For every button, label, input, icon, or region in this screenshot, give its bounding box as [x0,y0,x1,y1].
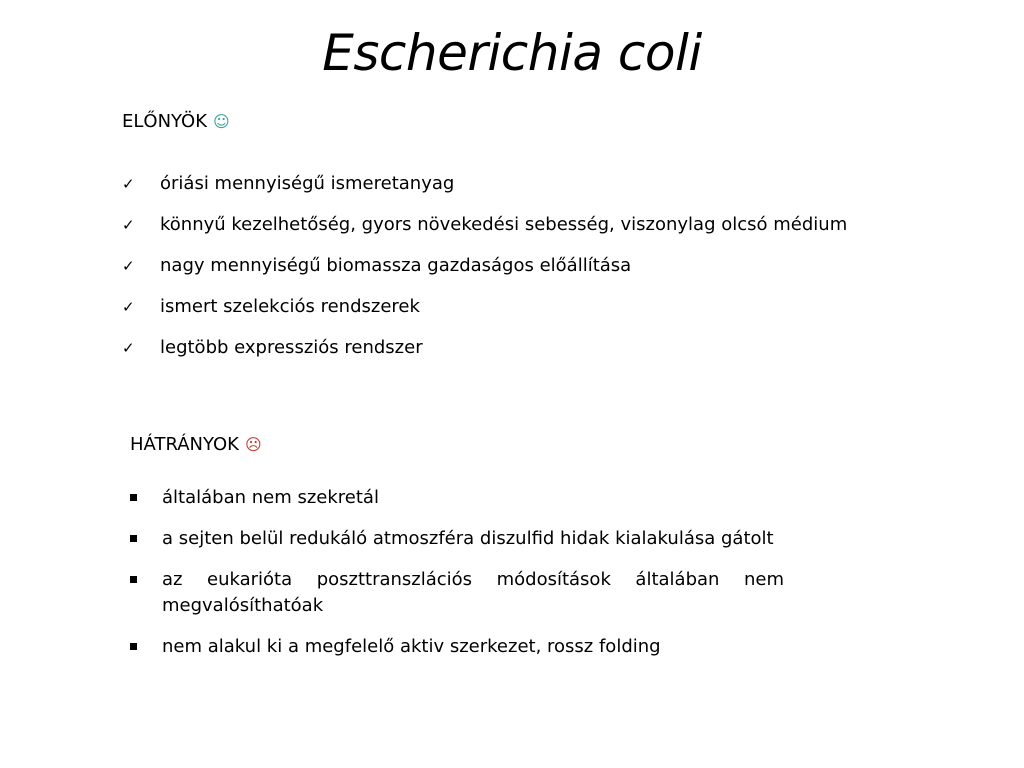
disadvantage-text: a sejten belül redukáló atmoszféra diszulfid hidak kialakulása gátolt [162,528,774,549]
disadvantage-text: az eukarióta poszttranszlációs módosítások általában nem megvalósíthatóak [162,569,784,616]
advantage-item [122,213,1002,237]
advantage-item [122,336,1002,360]
checkmark-icon: ✓ [122,298,135,316]
square-bullet-icon [130,494,137,501]
slide-title: Escherichia coli [322,24,702,82]
smiley-face-icon: ☺ [213,112,230,131]
disadvantage-item [128,634,784,660]
disadvantage-item [128,485,784,511]
checkmark-icon: ✓ [122,257,135,275]
disadvantage-item [128,567,784,619]
advantage-item [122,295,1002,319]
advantage-text: legtöbb expressziós rendszer [160,337,423,358]
advantages-list [122,172,1002,377]
square-bullet-icon [130,535,137,542]
disadvantage-text: általában nem szekretál [162,487,379,508]
advantage-text: óriási mennyiségű ismeretanyag [160,173,455,194]
advantage-text: ismert szelekciós rendszerek [160,296,420,317]
advantage-text: nagy mennyiségű biomassza gazdaságos előállítása [160,255,632,276]
square-bullet-icon [130,576,137,583]
advantage-item [122,254,1002,278]
checkmark-icon: ✓ [122,175,135,193]
disadvantages-list [128,485,784,675]
advantage-text: könnyű kezelhetőség, gyors növekedési sebesség, viszonylag olcsó médium [160,214,848,235]
sad-face-icon: ☹ [244,435,262,454]
disadvantages-heading-label: HÁTRÁNYOK [130,434,239,455]
disadvantage-text: nem alakul ki a megfelelő aktiv szerkezet, rossz folding [162,636,661,657]
advantage-item [122,172,1002,196]
checkmark-icon: ✓ [122,339,135,357]
disadvantage-item [128,526,784,552]
disadvantages-heading [130,433,262,457]
advantages-heading [122,110,230,134]
advantages-heading-label: ELŐNYÖK [122,111,208,132]
square-bullet-icon [130,643,137,650]
checkmark-icon: ✓ [122,216,135,234]
